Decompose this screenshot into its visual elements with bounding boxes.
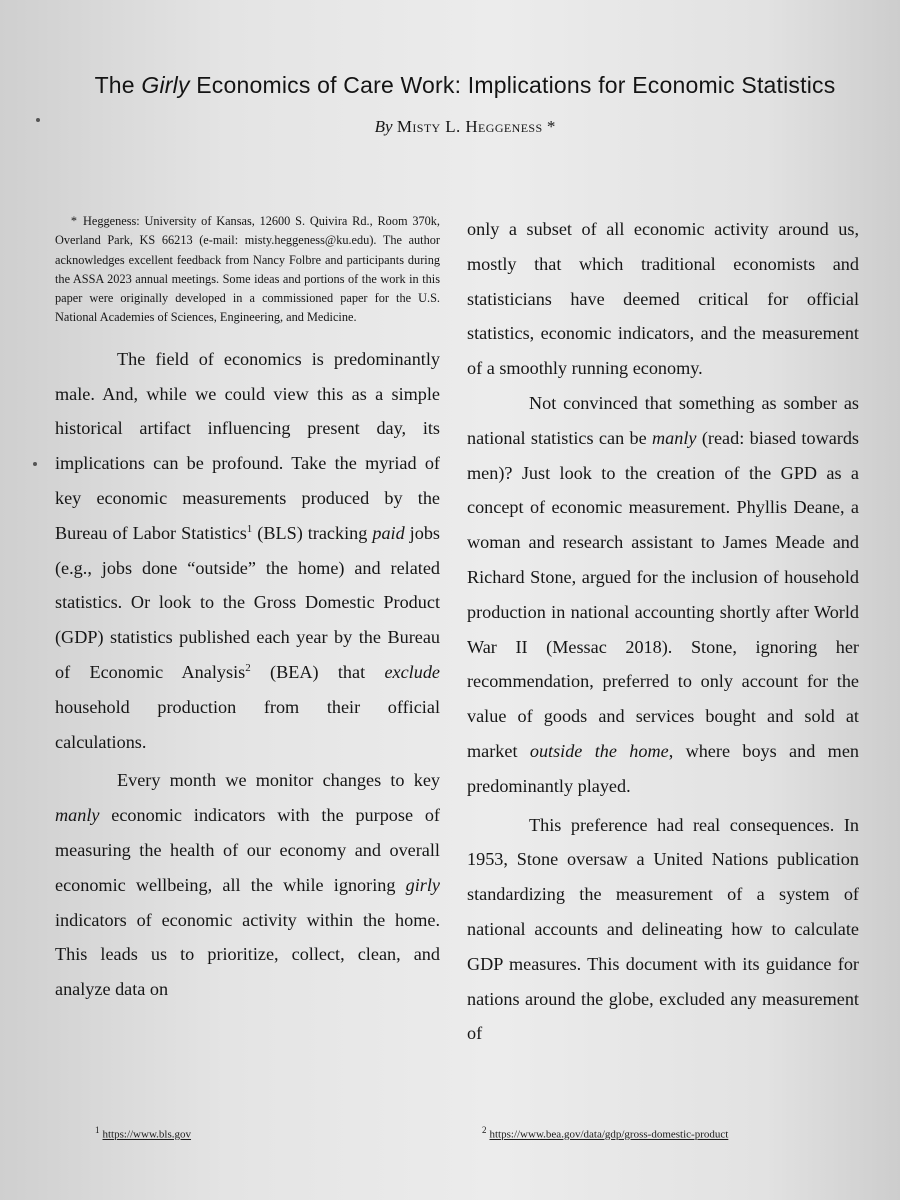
lp2-emph-manly: manly — [55, 805, 100, 826]
footnote-2-link[interactable]: https://www.bea.gov/data/gdp/gross-domestic-product — [489, 1128, 729, 1141]
right-column — [467, 212, 859, 1051]
rp1-text-b: (read: biased towards men)? Just look to the creation of the GPD as a concept of economic measurement. Phyllis Deane, a woman and research assistant to James Meade and Richard Stone, argued for the inclusion of household production in national accounting shortly after World War II (Messac 2018). Stone, ignoring her recommendation, preferred to only account for the value of goods and services bought and sold at market — [467, 427, 860, 761]
lp1-text-b: (BLS) tracking — [252, 522, 373, 543]
rp1-emph-outside: outside the home — [529, 740, 669, 761]
paper-title — [40, 72, 890, 99]
affiliation-note — [55, 212, 440, 328]
byline — [40, 117, 890, 137]
title-part-2: Economics of Care Work: Implications for Economic Statistics — [189, 72, 836, 98]
left-column — [55, 212, 440, 1007]
left-paragraph-2 — [55, 763, 440, 1007]
lp2-text-a: Every month we monitor changes to key — [117, 770, 440, 791]
rp1-emph-manly: manly — [652, 427, 697, 448]
title-part-1: The — [94, 72, 142, 98]
footnote-1-link[interactable]: https://www.bls.gov — [102, 1128, 192, 1141]
rp1-text-c: , where boys and men predominantly played. — [467, 740, 859, 796]
byline-by: By — [374, 117, 393, 136]
lp2-text-b: economic indicators with the purpose of measuring the health of our economy and overall economic wellbeing, all the while ignoring — [55, 805, 440, 895]
footnote-ref-1: 1 — [246, 522, 253, 535]
author-star: * — [546, 117, 556, 136]
right-paragraph-0: only a subset of all economic activity around us, mostly that which traditional economists and statisticians have deemed critical for official statistics, economic indicators, and the measurement of a smoothly running economy. — [467, 219, 859, 379]
lp1-text-e: household production from their official calculations. — [55, 696, 440, 752]
title-emphasis: Girly — [141, 72, 190, 98]
right-paragraph-2: This preference had real consequences. In 1953, Stone oversaw a United Nations publication standardizing the measurement of a system of national accounts and delineating how to calculate GDP measures. This document with its guidance for nations around the globe, excluded any measurement of — [467, 814, 859, 1044]
lp2-text-c: indicators of economic activity within the home. This leads us to prioritize, collect, clean, and analyze data on — [55, 909, 440, 1000]
lp2-emph-girly: girly — [405, 874, 440, 895]
footnote-2 — [482, 1125, 728, 1141]
rp1-text-a: Not convinced that something as somber as national statistics can be — [467, 392, 859, 448]
lp1-text-c: jobs (e.g., jobs done “outside” the home) and related statistics. Or look to the Gross Domestic Product (GDP) statistics published each year by the Bureau of Economic Analysis — [55, 522, 441, 682]
dust-speck — [36, 118, 40, 122]
footnote-1-number: 1 — [95, 1125, 100, 1135]
footnote-1 — [95, 1125, 191, 1141]
author-name: Misty L. Heggeness — [396, 117, 543, 136]
lp1-text-a: The field of economics is predominantly male. And, while we could view this as a simple historical artifact influencing present day, its implications can be profound. Take the myriad of key economic measurements produced by the Bureau of Labor Statistics — [55, 348, 440, 543]
affiliation-star: * — [70, 214, 77, 228]
affiliation-text: Heggeness: University of Kansas, 12600 S. Quivira Rd., Room 370k, Overland Park, KS 66213 (e-mail: misty.heggeness@ku.edu). The author acknowledges excellent feedback from Nancy Folbre and participants during the ASSA 2023 annual meetings. Some ideas and portions of the work in this paper were originally developed in a commissioned paper for the U.S. National Academies of Sciences, Engineering, and Medicine. — [55, 214, 440, 325]
lp1-emph-paid: paid — [372, 522, 405, 543]
lp1-text-d: (BEA) that — [250, 661, 385, 682]
footnote-2-number: 2 — [482, 1125, 487, 1135]
footnote-ref-2: 2 — [245, 661, 251, 674]
dust-speck — [33, 462, 37, 466]
left-paragraph-1 — [55, 342, 440, 760]
right-paragraph-1 — [467, 386, 859, 804]
lp1-emph-exclude: exclude — [384, 661, 440, 682]
